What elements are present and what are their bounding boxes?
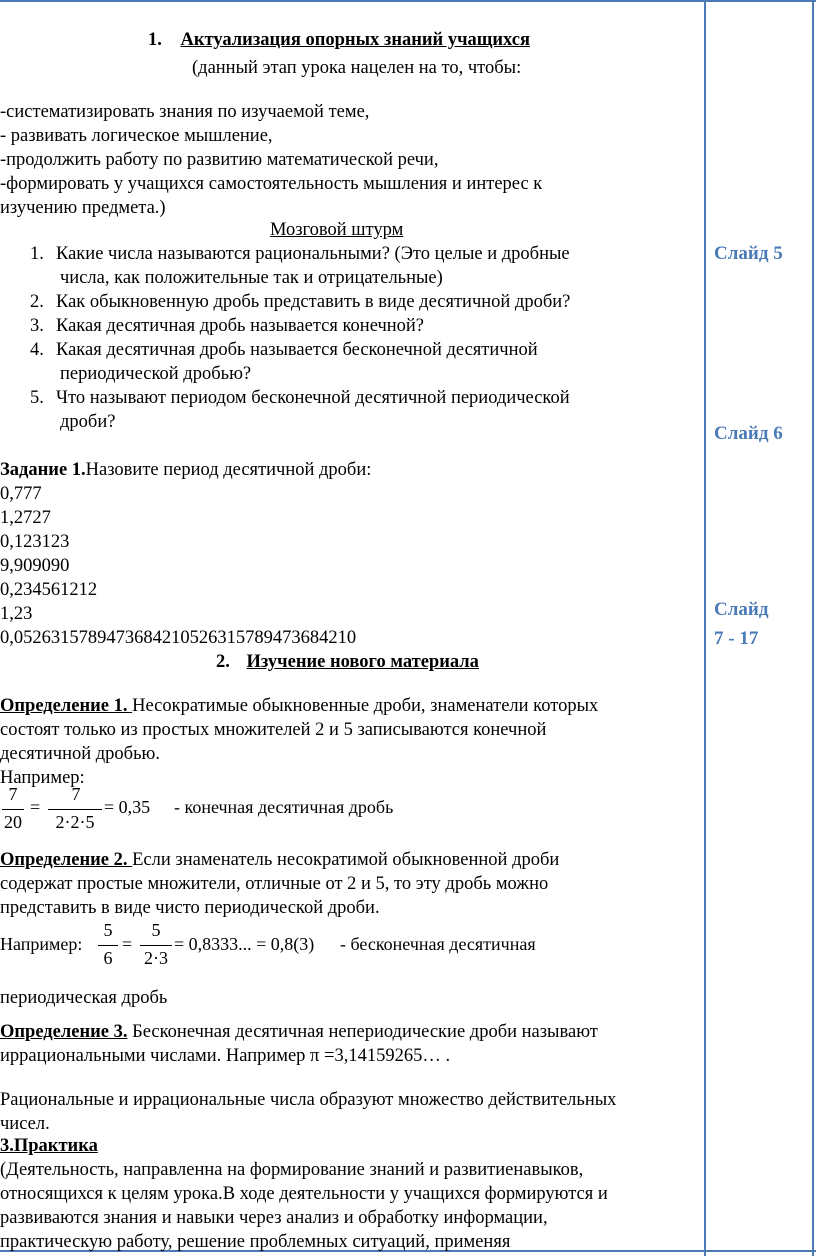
section1-number: 1. — [148, 30, 162, 50]
def1-formula — [0, 784, 420, 836]
task1-value: 0,123123 — [0, 532, 70, 552]
def2-den2: 2·3 — [144, 948, 168, 968]
def2-num2: 5 — [151, 920, 161, 940]
section3-line: практическую работу, решение проблемных ситуаций, применяя — [0, 1232, 511, 1252]
section1-purpose: (данный этап урока нацелен на то, чтобы: — [192, 58, 522, 78]
task1-value: 0,234561212 — [0, 580, 98, 600]
section3-line: относящихся к целям урока.В ходе деятельности у учащихся формируются и — [0, 1184, 608, 1204]
table-border-right — [812, 0, 814, 1256]
def2-fraction-bar — [140, 945, 172, 946]
def2-result: = 0,8333... = 0,8(3) — [174, 934, 315, 954]
table-border-top — [0, 0, 816, 2]
def2-fraction-bar — [98, 945, 118, 946]
def2-den1: 6 — [103, 948, 113, 968]
def1-num2: 7 — [71, 784, 81, 804]
slide-ref-6: Слайд 6 — [714, 423, 783, 444]
question-1-cont: числа, как положительные так и отрицательные) — [60, 268, 443, 288]
brainstorm-title: Мозговой штурм — [270, 220, 404, 240]
real-numbers-line2: чисел. — [0, 1114, 50, 1134]
def2-eq: = — [122, 934, 133, 954]
slide-ref-5: Слайд 5 — [714, 243, 783, 264]
task1-text: Назовите период десятичной дроби: — [85, 460, 372, 480]
task1-label: Задание 1. — [0, 460, 86, 480]
section3-title: 3.Практика — [0, 1136, 98, 1156]
task1-value: 1,2727 — [0, 508, 51, 528]
task1-value: 9,909090 — [0, 556, 70, 576]
def1-example-label: Например: — [0, 768, 85, 788]
def1-result: = 0,35 — [104, 797, 151, 817]
def2-caption-cont: периодическая дробь — [0, 988, 168, 1008]
def1-line3: десятичной дробью. — [0, 744, 160, 764]
section3-line: развиваются знания и навыки через анализ и обработку информации, — [0, 1208, 548, 1228]
def2-line2: содержат простые множители, отличные от 2 и 5, то эту дробь можно — [0, 874, 549, 894]
goal-5: изучению предмета.) — [0, 198, 166, 218]
def1-line1: Определение 1. Несократимые обыкновенные дроби, знаменатели которых — [0, 696, 599, 716]
def1-line2: состоят только из простых множителей 2 и 5 записываются конечной — [0, 720, 547, 740]
def1-caption: - конечная десятичная дробь — [174, 797, 394, 817]
section1-title: Актуализация опорных знаний учащихся — [180, 30, 530, 50]
def1-den1: 20 — [4, 812, 22, 832]
real-numbers-line1: Рациональные и иррациональные числа образуют множество действительных — [0, 1090, 617, 1110]
def1-num1: 7 — [8, 784, 18, 804]
question-2: 2. Как обыкновенную дробь представить в виде десятичной дроби? — [30, 292, 571, 312]
def1-fraction-bar — [2, 809, 24, 810]
question-1: 1. Какие числа называются рациональными? (Это целые и дробные — [30, 244, 570, 264]
def1-eq: = — [30, 797, 41, 817]
goal-1: -систематизировать знания по изучаемой теме, — [0, 102, 370, 122]
slide-ref-7-17: 7 - 17 — [714, 628, 759, 649]
section2-number: 2. — [216, 652, 230, 672]
question-4: 4. Какая десятичная дробь называется бесконечной десятичной — [30, 340, 538, 360]
def3-label: Определение 3. — [0, 1022, 128, 1042]
goal-2: - развивать логическое мышление, — [0, 126, 273, 146]
question-5: 5. Что называют периодом бесконечной десятичной периодической — [30, 388, 570, 408]
goal-4: -формировать у учащихся самостоятельность мышления и интерес к — [0, 174, 543, 194]
column-divider — [704, 0, 706, 1256]
question-5-cont: дроби? — [60, 412, 116, 432]
def2-caption: - бесконечная десятичная — [340, 934, 536, 954]
def3-line2: иррациональными числами. Например π =3,14159265… . — [0, 1046, 451, 1066]
task1-value: 1,23 — [0, 604, 33, 624]
goal-3: -продолжить работу по развитию математической речи, — [0, 150, 439, 170]
def2-line3: представить в виде чисто периодической дроби. — [0, 898, 380, 918]
task1-value: 0,777 — [0, 484, 42, 504]
section2-heading — [216, 650, 479, 674]
task1-value: 0,0526315789473684210526315789473684210 — [0, 628, 357, 648]
def3-line1: Определение 3. Бесконечная десятичная непериодические дроби называют — [0, 1022, 598, 1042]
question-4-cont: периодической дробью? — [60, 364, 252, 384]
def2-formula — [0, 918, 600, 970]
def2-line1: Определение 2. Если знаменатель несократимой обыкновенной дроби — [0, 850, 560, 870]
def2-num1: 5 — [103, 920, 113, 940]
section1-heading — [148, 28, 530, 52]
slide-ref-7-label: Слайд — [714, 599, 769, 620]
task1 — [0, 458, 371, 482]
section3-line: (Деятельность, направленна на формирование знаний и развитиенавыков, — [0, 1160, 584, 1180]
question-3: 3. Какая десятичная дробь называется конечной? — [30, 316, 425, 336]
def1-label: Определение 1. — [0, 696, 133, 716]
def1-den2: 2·2·5 — [55, 812, 95, 832]
section2-title: Изучение нового материала — [246, 652, 479, 672]
def1-fraction-bar — [48, 809, 102, 810]
def2-example-label: Например: — [0, 934, 83, 954]
def2-label: Определение 2. — [0, 850, 133, 870]
